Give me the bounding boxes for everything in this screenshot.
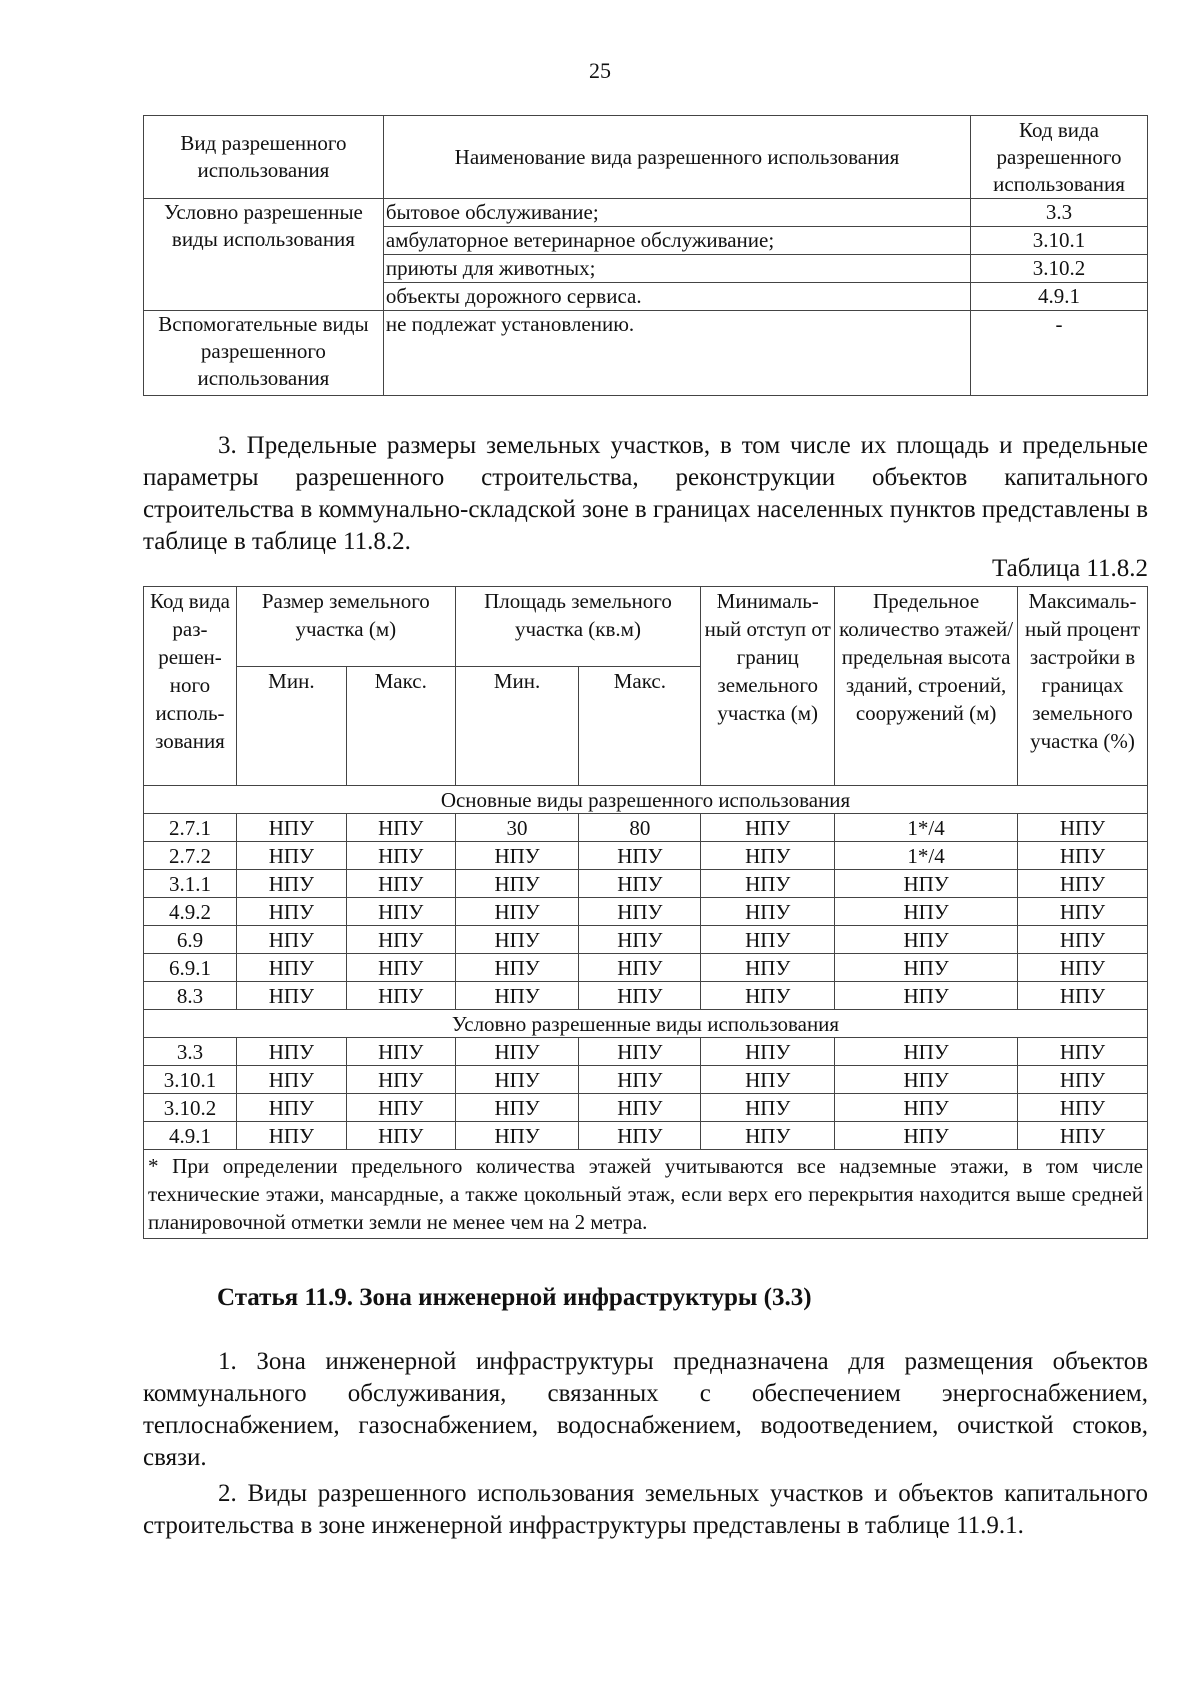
paragraph-2: 2. Виды разрешенного использования земельных участков и объектов капитального строительства в зоне инженерной инфраструктуры представлены в таблице 11.9.1.: [143, 1480, 1148, 1539]
cell-value: НПУ: [346, 954, 455, 982]
section-main-uses: Основные виды разрешенного использования: [144, 786, 1148, 814]
row-code: 2.7.1: [144, 814, 237, 842]
cell-value: НПУ: [1018, 1066, 1148, 1094]
cell-value: НПУ: [701, 1122, 835, 1150]
cell-value: НПУ: [346, 898, 455, 926]
cell-value: 30: [455, 814, 579, 842]
header-floors: Предельное количество этажей/ предельная высота зданий, строений, сооружений (м): [835, 587, 1018, 786]
cell-value: НПУ: [701, 1066, 835, 1094]
table-footnote: * При определении предельного количества этажей учитываются все надземные этажи, в том числе технические этажи, мансардные, а также цокольный этаж, если верх его перекрытия находится выше средней планировочной отметки земли не менее чем на 2 метра.: [144, 1150, 1148, 1239]
cell-value: НПУ: [236, 1038, 346, 1066]
permitted-use-table: [143, 115, 1148, 396]
row-code: 2.7.2: [144, 842, 237, 870]
cell-value: 1*/4: [835, 842, 1018, 870]
cell-value: НПУ: [579, 1038, 701, 1066]
parameters-table: [143, 586, 1148, 1239]
cell-value: НПУ: [701, 1038, 835, 1066]
cell-value: НПУ: [346, 1038, 455, 1066]
table-row: [144, 1066, 1148, 1094]
cell-value: НПУ: [455, 954, 579, 982]
cell-value: НПУ: [236, 898, 346, 926]
cell-value: НПУ: [701, 814, 835, 842]
cell-value: НПУ: [236, 1066, 346, 1094]
cell-value: НПУ: [835, 1094, 1018, 1122]
row-code: 3.3: [144, 1038, 237, 1066]
use-code: 3.10.1: [971, 227, 1148, 255]
cell-value: НПУ: [236, 926, 346, 954]
table-row: [144, 1038, 1148, 1066]
cell-value: НПУ: [579, 1066, 701, 1094]
cell-value: НПУ: [455, 926, 579, 954]
cell-value: НПУ: [701, 954, 835, 982]
cell-value: НПУ: [346, 982, 455, 1010]
cell-value: НПУ: [455, 1122, 579, 1150]
cell-value: НПУ: [1018, 1038, 1148, 1066]
header-code: Код вида раз- решен- ного исполь- зования: [144, 587, 237, 786]
table-row: [144, 982, 1148, 1010]
cell-value: НПУ: [236, 1122, 346, 1150]
group-label: Вспомогательные виды разрешенного использования: [144, 311, 384, 396]
use-code: 3.10.2: [971, 255, 1148, 283]
cell-value: НПУ: [236, 1094, 346, 1122]
cell-value: НПУ: [1018, 926, 1148, 954]
cell-value: НПУ: [835, 954, 1018, 982]
table-row: [144, 1094, 1148, 1122]
cell-value: НПУ: [701, 842, 835, 870]
header-use-code: Код вида разрешенного использования: [971, 116, 1148, 199]
cell-value: 80: [579, 814, 701, 842]
use-name: бытовое обслуживание;: [383, 199, 970, 227]
cell-value: НПУ: [1018, 1094, 1148, 1122]
cell-value: НПУ: [835, 898, 1018, 926]
group-label: Условно разрешенные виды использования: [144, 199, 384, 311]
cell-value: НПУ: [346, 926, 455, 954]
cell-value: НПУ: [346, 814, 455, 842]
use-code: 3.3: [971, 199, 1148, 227]
header-area-max: Макс.: [579, 667, 701, 786]
cell-value: НПУ: [455, 982, 579, 1010]
row-code: 3.1.1: [144, 870, 237, 898]
table-row: [144, 199, 1148, 227]
cell-value: НПУ: [835, 926, 1018, 954]
table-row: [144, 926, 1148, 954]
cell-value: НПУ: [835, 870, 1018, 898]
row-code: 8.3: [144, 982, 237, 1010]
header-size-min: Мин.: [236, 667, 346, 786]
cell-value: НПУ: [579, 954, 701, 982]
cell-value: НПУ: [835, 982, 1018, 1010]
row-code: 3.10.2: [144, 1094, 237, 1122]
table-row: [144, 311, 1148, 396]
row-code: 6.9.1: [144, 954, 237, 982]
header-min-offset: Минималь- ный отступ от границ земельного участка (м): [701, 587, 835, 786]
cell-value: НПУ: [346, 1066, 455, 1094]
header-use-type: Вид разрешенного использования: [144, 116, 384, 199]
cell-value: НПУ: [701, 898, 835, 926]
table-row: [144, 842, 1148, 870]
article-heading: Статья 11.9. Зона инженерной инфраструктуры (3.3): [217, 1284, 812, 1311]
cell-value: НПУ: [236, 982, 346, 1010]
header-size: Размер земельного участка (м): [236, 587, 455, 667]
use-name: амбулаторное ветеринарное обслуживание;: [383, 227, 970, 255]
table-row: [144, 898, 1148, 926]
cell-value: НПУ: [346, 1122, 455, 1150]
cell-value: НПУ: [701, 982, 835, 1010]
cell-value: НПУ: [579, 926, 701, 954]
cell-value: НПУ: [236, 870, 346, 898]
cell-value: НПУ: [455, 898, 579, 926]
cell-value: НПУ: [236, 842, 346, 870]
cell-value: НПУ: [579, 982, 701, 1010]
cell-value: НПУ: [455, 870, 579, 898]
cell-value: НПУ: [455, 1038, 579, 1066]
use-code: 4.9.1: [971, 283, 1148, 311]
cell-value: НПУ: [835, 1122, 1018, 1150]
header-percent: Максималь- ный процент застройки в границах земельного участка (%): [1018, 587, 1148, 786]
use-name: приюты для животных;: [383, 255, 970, 283]
cell-value: НПУ: [579, 842, 701, 870]
paragraph-3: 3. Предельные размеры земельных участков, в том числе их площадь и предельные параметры разрешенного строительства, реконструкции объектов капитального строительства в коммунально-складской зоне в границах населенных пунктов представлены в таблице в таблице 11.8.2.: [143, 432, 1148, 555]
paragraph-1: 1. Зона инженерной инфраструктуры предназначена для размещения объектов коммунального обслуживания, связанных с обеспечением энергоснабжением, теплоснабжением, газоснабжением, водоснабжением, водоотведением, очисткой стоков, связи.: [143, 1348, 1148, 1471]
table-row: [144, 954, 1148, 982]
cell-value: НПУ: [579, 870, 701, 898]
cell-value: НПУ: [1018, 954, 1148, 982]
cell-value: НПУ: [346, 870, 455, 898]
table-row: [144, 870, 1148, 898]
row-code: 4.9.2: [144, 898, 237, 926]
cell-value: НПУ: [455, 842, 579, 870]
cell-value: НПУ: [835, 1066, 1018, 1094]
cell-value: НПУ: [701, 926, 835, 954]
cell-value: НПУ: [346, 842, 455, 870]
cell-value: НПУ: [1018, 982, 1148, 1010]
table-caption: Таблица 11.8.2: [992, 555, 1148, 582]
use-name: объекты дорожного сервиса.: [383, 283, 970, 311]
use-code: -: [971, 311, 1148, 396]
cell-value: НПУ: [701, 870, 835, 898]
header-use-name: Наименование вида разрешенного использования: [383, 116, 970, 199]
cell-value: НПУ: [579, 898, 701, 926]
page-number: 25: [589, 58, 611, 83]
row-code: 3.10.1: [144, 1066, 237, 1094]
cell-value: НПУ: [455, 1094, 579, 1122]
cell-value: НПУ: [579, 1122, 701, 1150]
cell-value: НПУ: [701, 1094, 835, 1122]
row-code: 6.9: [144, 926, 237, 954]
header-size-max: Макс.: [346, 667, 455, 786]
section-conditional-uses: Условно разрешенные виды использования: [144, 1010, 1148, 1038]
cell-value: НПУ: [1018, 842, 1148, 870]
cell-value: НПУ: [236, 814, 346, 842]
cell-value: НПУ: [1018, 898, 1148, 926]
cell-value: НПУ: [1018, 1122, 1148, 1150]
cell-value: НПУ: [346, 1094, 455, 1122]
use-name: не подлежат установлению.: [383, 311, 970, 396]
cell-value: НПУ: [236, 954, 346, 982]
cell-value: НПУ: [1018, 814, 1148, 842]
cell-value: НПУ: [1018, 870, 1148, 898]
cell-value: 1*/4: [835, 814, 1018, 842]
cell-value: НПУ: [835, 1038, 1018, 1066]
header-area: Площадь земельного участка (кв.м): [455, 587, 701, 667]
row-code: 4.9.1: [144, 1122, 237, 1150]
cell-value: НПУ: [579, 1094, 701, 1122]
table-row: [144, 814, 1148, 842]
table-row: [144, 1122, 1148, 1150]
cell-value: НПУ: [455, 1066, 579, 1094]
header-area-min: Мин.: [455, 667, 579, 786]
